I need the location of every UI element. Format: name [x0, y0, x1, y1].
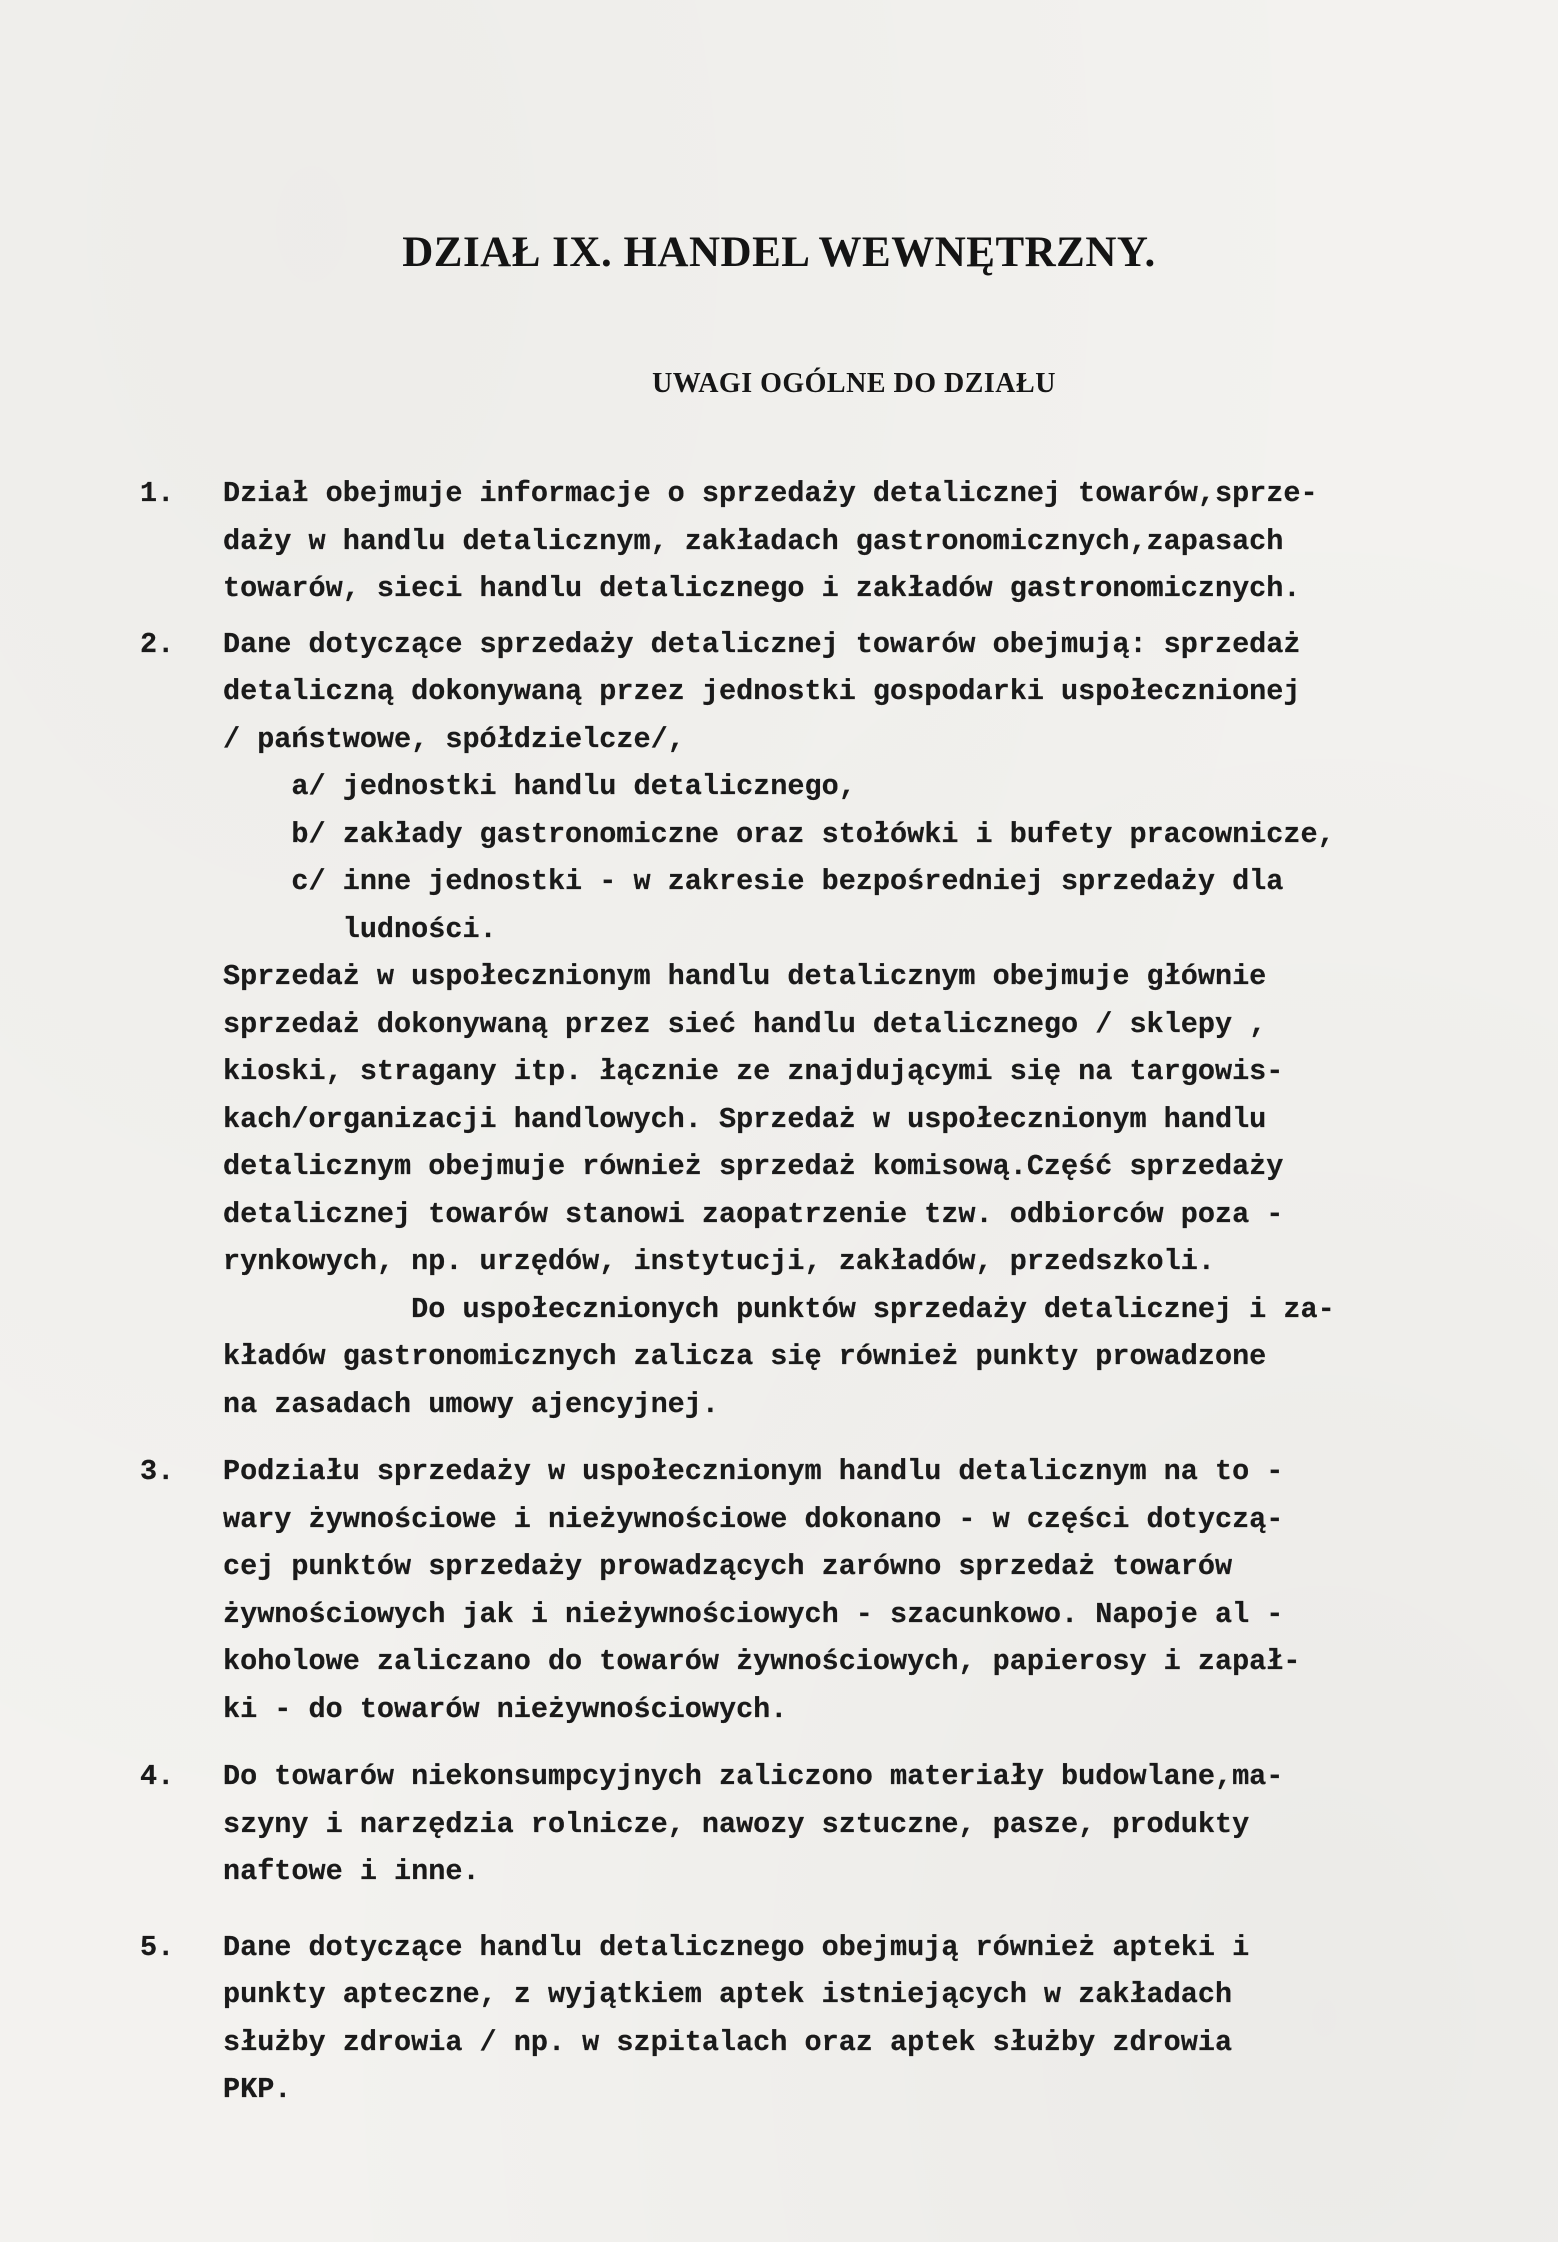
text-line: żywnościowych jak i nieżywnościowych - szacunkowo. Napoje al - — [223, 1597, 1284, 1631]
text-line: Do towarów niekonsumpcyjnych zaliczono materiały budowlane,ma- — [223, 1760, 1284, 1793]
paragraph-4 — [140, 1753, 1440, 1896]
text-line: naftowe i inne. — [223, 1855, 480, 1888]
paragraph-3 — [140, 1448, 1440, 1733]
text-line: rynkowych, np. urzędów, instytucji, zakładów, przedszkoli. — [223, 1245, 1215, 1278]
paragraph-number: 2. — [140, 627, 175, 661]
text-line: kładów gastronomicznych zalicza się również punkty prowadzone — [223, 1340, 1267, 1373]
text-line: Dział obejmuje informacje o sprzedaży detalicznej towarów,sprze- — [223, 477, 1318, 510]
paragraph-1 — [140, 470, 1440, 613]
list-item-a: a/ jednostki handlu detalicznego, — [223, 770, 856, 803]
paragraph-number: 5. — [140, 1930, 175, 1964]
section-title: DZIAŁ IX. HANDEL WEWNĘTRZNY. — [402, 229, 1156, 276]
text-line: kach/organizacji handlowych. Sprzedaż w uspołecznionym handlu — [223, 1102, 1267, 1136]
list-item-c: c/ inne jednostki - w zakresie bezpośredniej sprzedaży dla — [223, 865, 1284, 898]
paragraph-number: 1. — [140, 477, 175, 510]
text-line: szyny i narzędzia rolnicze, nawozy sztuczne, pasze, produkty — [223, 1807, 1250, 1841]
paragraph-5 — [140, 1924, 1440, 2114]
text-line: / państwowe, spółdzielcze/, — [223, 722, 685, 756]
text-line: punkty apteczne, z wyjątkiem aptek istniejących w zakładach — [223, 1978, 1233, 2011]
text-line: sprzedaż dokonywaną przez sieć handlu detalicznego / sklepy , — [223, 1007, 1267, 1041]
text-line: detalicznej towarów stanowi zaopatrzenie tzw. odbiorców poza - — [223, 1197, 1284, 1231]
text-line: Sprzedaż w uspołecznionym handlu detalicznym obejmuje głównie — [223, 960, 1267, 993]
paragraph-number: 3. — [140, 1455, 175, 1488]
text-line: na zasadach umowy ajencyjnej. — [223, 1387, 719, 1421]
document-body — [140, 470, 1440, 2114]
text-line: Dane dotyczące sprzedaży detalicznej towarów obejmują: sprzedaż — [223, 627, 1301, 661]
list-item-b: b/ zakłady gastronomiczne oraz stołówki i bufety pracownicze, — [223, 817, 1335, 851]
text-line: ki - do towarów nieżywnościowych. — [223, 1692, 788, 1726]
text-line: ludności. — [223, 912, 497, 946]
text-line: detalicznym obejmuje również sprzedaż komisową.Część sprzedaży — [223, 1150, 1284, 1183]
text-line: daży w handlu detalicznym, zakładach gastronomicznych,zapasach — [223, 524, 1284, 558]
text-line: Podziału sprzedaży w uspołecznionym handlu detalicznym na to - — [223, 1455, 1284, 1488]
text-line: Do uspołecznionych punktów sprzedaży detalicznej i za- — [223, 1292, 1335, 1326]
text-line: towarów, sieci handlu detalicznego i zakładów gastronomicznych. — [223, 572, 1301, 605]
text-line: detaliczną dokonywaną przez jednostki gospodarki uspołecznionej — [223, 675, 1301, 708]
text-line: PKP. — [223, 2073, 292, 2106]
paragraph-number: 4. — [140, 1760, 175, 1793]
text-line: wary żywnościowe i nieżywnościowe dokonano - w części dotyczą- — [223, 1502, 1284, 1536]
paragraph-2 — [140, 621, 1440, 1429]
section-subtitle: UWAGI OGÓLNE DO DZIAŁU — [652, 368, 1056, 399]
text-line: koholowe zaliczano do towarów żywnościowych, papierosy i zapał- — [223, 1645, 1301, 1678]
text-line: Dane dotyczące handlu detalicznego obejmują również apteki i — [223, 1930, 1250, 1964]
text-line: cej punktów sprzedaży prowadzących zarówno sprzedaż towarów — [223, 1550, 1233, 1583]
text-line: kioski, stragany itp. łącznie ze znajdującymi się na targowis- — [223, 1055, 1284, 1088]
text-line: służby zdrowia / np. w szpitalach oraz aptek służby zdrowia — [223, 2025, 1233, 2059]
